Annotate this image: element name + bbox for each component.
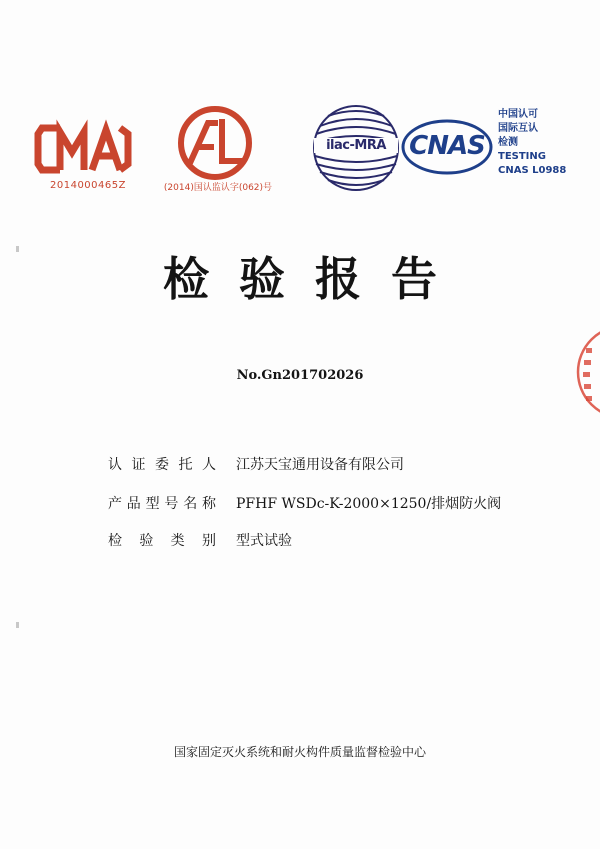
cal-logo-graphic [160, 105, 270, 185]
field-value: PFHF WSDc-K-2000×1250/排烟防火阀 [236, 496, 502, 512]
cal-logo [160, 105, 270, 185]
field-label: 检验类别 [108, 533, 216, 549]
ilac-mra-label: ilac-MRA [314, 138, 398, 153]
field-product-model [108, 493, 502, 513]
cnas-caption-line: CNAS L0988 [498, 165, 567, 176]
cnas-caption [498, 108, 578, 178]
field-value: 江苏天宝通用设备有限公司 [236, 457, 404, 473]
field-test-type [108, 530, 292, 550]
cal-code: (2014)国认监认字(062)号 [163, 183, 273, 193]
binding-mark [16, 622, 19, 628]
cma-logo-graphic [30, 118, 140, 180]
report-title: 检验报告 [163, 252, 467, 306]
cnas-caption-line: 中国认可 [498, 109, 538, 120]
cnas-caption-line: 国际互认 [498, 123, 538, 134]
issuing-authority: 国家固定灭火系统和耐火构件质量监督检验中心 [173, 745, 426, 759]
field-client [108, 454, 404, 474]
cnas-logo-text: CNAS [409, 131, 485, 161]
report-number: No.Gn201702026 [236, 368, 364, 383]
field-label: 认证委托人 [108, 457, 216, 473]
field-label: 产品型号名称 [108, 496, 216, 512]
cnas-caption-line: 检测 [498, 137, 518, 148]
field-value: 型式试验 [236, 533, 292, 549]
red-seal-edge-graphic [560, 322, 600, 422]
cma-code: 2014000465Z [50, 180, 126, 191]
cnas-caption-line: TESTING [498, 151, 546, 162]
